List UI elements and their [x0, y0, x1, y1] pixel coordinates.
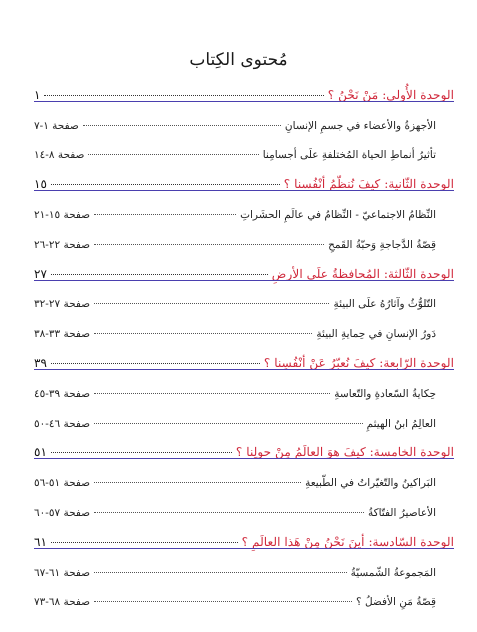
toc-lesson-row [34, 459, 454, 489]
page-number: صفحة ٣٩-٤٥ [34, 387, 91, 400]
toc-lesson-row [34, 191, 454, 221]
dot-leader [51, 274, 268, 275]
page-number: صفحة ٢٢-٢٦ [34, 238, 91, 251]
lesson-title: دَورُ الإنسانِ في حِمايةِ البيئةِ [316, 328, 436, 341]
table-of-contents [34, 72, 454, 608]
toc-lesson-row [34, 132, 454, 162]
toc-lesson-row [34, 221, 454, 251]
unit-title: الوحدة الرّابعة: كيفَ نُعبّرُ عَنْ أنْفُسِنا ؟ [263, 355, 454, 370]
toc-lesson-row [34, 370, 454, 400]
unit-title: الوحدة الأُولى: مَنْ نَحْنُ ؟ [327, 87, 454, 102]
dot-leader [51, 542, 238, 543]
toc-unit-row [34, 430, 454, 460]
page-number: صفحة ٥٧-٦٠ [34, 506, 91, 519]
page-title: مُحتوى الكِتاب [189, 50, 288, 70]
toc-lesson-row [34, 281, 454, 311]
unit-title: الوحدة الثّالثة: المُحافظةُ علَى الأرضِ [271, 266, 454, 281]
page-number: ٦١ [34, 534, 47, 549]
toc-lesson-row [34, 400, 454, 430]
dot-leader [51, 452, 232, 453]
toc-lesson-row [34, 489, 454, 519]
dot-leader [83, 125, 281, 126]
page-number: صفحة ١-٧ [34, 119, 79, 132]
dot-leader [94, 214, 236, 215]
toc-unit-row [34, 340, 454, 370]
dot-leader [94, 512, 364, 513]
page-number: ١ [34, 87, 41, 102]
dot-leader [94, 393, 330, 394]
page-number: ٣٩ [34, 355, 47, 370]
page-number: صفحة ٤٦-٥٠ [34, 417, 91, 430]
lesson-title: الأعاصيرُ الفتّاكةُ [367, 506, 436, 519]
lesson-title: حِكايةُ السّعادةِ والتّعاسةِ [334, 387, 436, 400]
dot-leader [94, 601, 352, 602]
lesson-title: البَراكينُ والتّغيّراتُ في الطّبيعةِ [305, 477, 436, 490]
page-number: صفحة ٦١-٦٧ [34, 566, 91, 579]
dot-leader [94, 244, 324, 245]
lesson-title: الأجهزةُ والأعضاء في جسمِ الإنسانِ [284, 119, 436, 132]
dot-leader [88, 154, 258, 155]
dot-leader [94, 482, 301, 483]
toc-lesson-row [34, 310, 454, 340]
page-number: صفحة ٢٧-٣٢ [34, 298, 91, 311]
lesson-title: التّلوُّثُ وآثارُهُ علَى البيئةِ [333, 298, 436, 311]
page-number: ٢٧ [34, 266, 47, 281]
lesson-title: العالِمُ ابنُ الهيثمِ [366, 417, 436, 430]
dot-leader [94, 423, 363, 424]
page-number: صفحة ٥١-٥٦ [34, 477, 91, 490]
page-number: صفحة ٨-١٤ [34, 149, 85, 162]
unit-title: الوحدة الثّانية: كيفَ نُنظّمُ أنْفُسنا ؟ [283, 177, 454, 192]
dot-leader [94, 333, 312, 334]
lesson-title: تأثيرُ أنماطِ الحياة المُختلفةِ علَى أجسامِنا [262, 149, 436, 162]
toc-lesson-row [34, 579, 454, 609]
dot-leader [51, 363, 260, 364]
unit-title: الوحدة السّادسة: أينَ نَحْنُ مِنْ هَذا العالَمِ ؟ [241, 534, 454, 549]
toc-unit-row [34, 519, 454, 549]
lesson-title: المَجموعةُ الشّمسيّةُ [350, 566, 436, 579]
toc-unit-row [34, 161, 454, 191]
page-number: صفحة ١٥-٢١ [34, 208, 91, 221]
page-number: ٥١ [34, 445, 47, 460]
page-number: صفحة ٣٣-٣٨ [34, 328, 91, 341]
toc-unit-row [34, 72, 454, 102]
toc-lesson-row [34, 102, 454, 132]
dot-leader [44, 95, 323, 96]
lesson-title: النِّظامُ الاجتماعيّ - النِّظامُ في عالَمِ الحشَراتِ [240, 208, 436, 221]
lesson-title: قِصّةُ الدَّجاجةِ وَحبّةُ القَمحِ [328, 238, 436, 251]
dot-leader [94, 303, 329, 304]
page-number: صفحة ٦٨-٧٣ [34, 596, 91, 609]
lesson-title: قِصّةُ مَنِ الأفضلُ ؟ [356, 596, 436, 609]
dot-leader [51, 184, 280, 185]
unit-title: الوحدة الخامسة: كيفَ هوَ العالَمُ مِنْ حولِنا ؟ [235, 445, 454, 460]
toc-lesson-row [34, 549, 454, 579]
toc-unit-row [34, 251, 454, 281]
page-number: ١٥ [34, 177, 47, 192]
dot-leader [94, 572, 346, 573]
